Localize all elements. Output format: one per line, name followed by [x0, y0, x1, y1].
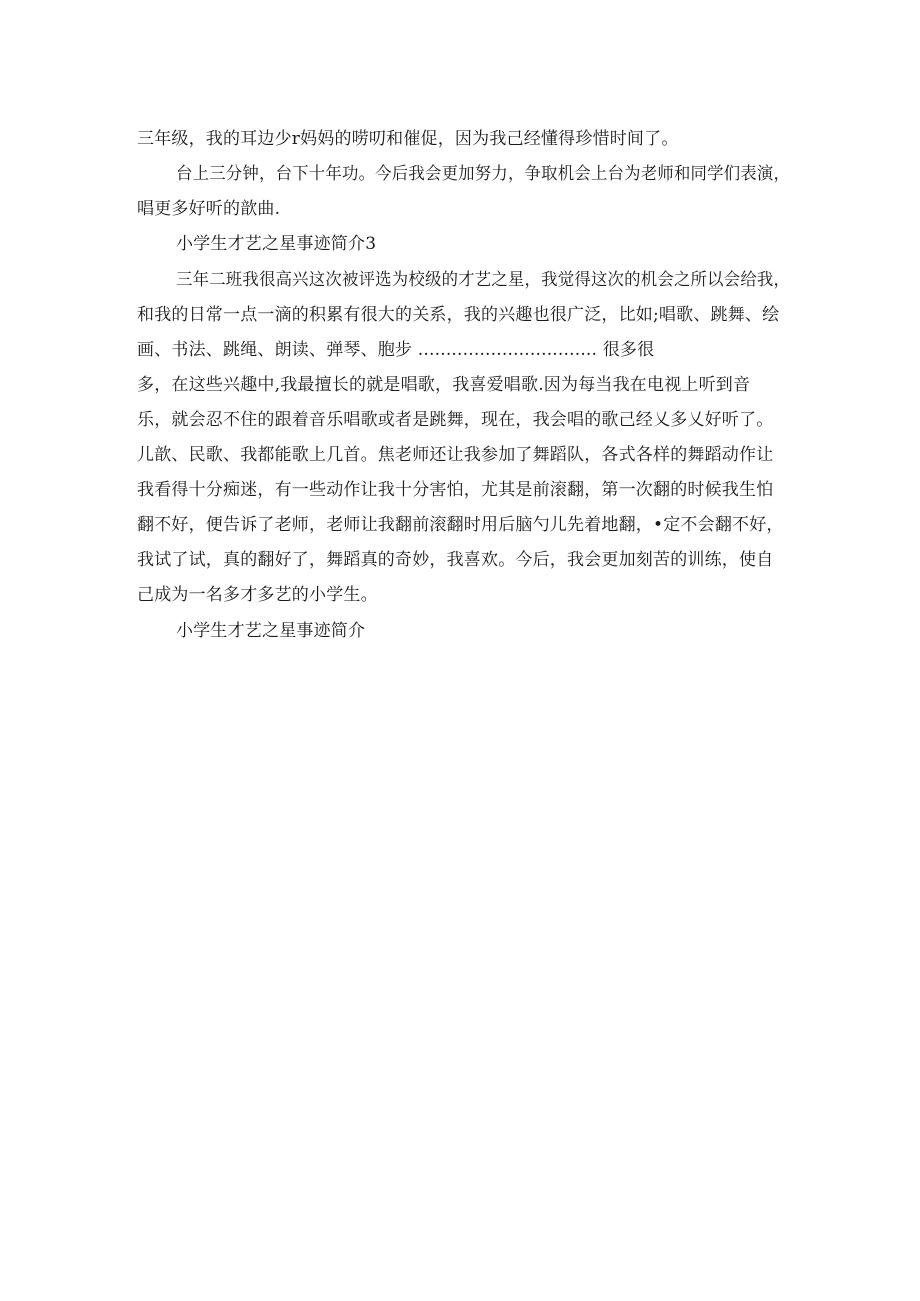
paragraph-line: 多，在这些兴趣中,我最擅长的就是唱歌，我喜爱唱歌.因为每当我在电视上听到音 — [137, 375, 751, 395]
paragraph-line: 我看得十分痴迷，有一些动作让我十分害怕，尤其是前滚翻，第一次翻的时候我生怕 — [137, 480, 774, 500]
section-heading: 小学生才艺之星事迹简介3 — [176, 234, 377, 254]
paragraph-line: 台上三分钟，台下十年功。今后我会更加努力，争取机会上台为老师和同学们表演， — [176, 164, 791, 184]
paragraph-line: 唱更多好听的歆曲. — [137, 199, 281, 219]
section-heading: 小学生才艺之星事迹简介 — [176, 621, 366, 641]
paragraph-line: 儿歆、民歌、我都能歌上几首。焦老师还让我参加了舞蹈队，各式各样的舞蹈动作让 — [137, 445, 774, 465]
paragraph-line: 和我的日常一点一滴的积累有很大的关系，我的兴趣也很广泛，比如;唱歌、跳舞、绘 — [137, 305, 780, 325]
paragraph-line: 画、书法、跳绳、朗读、弹琴、胞步 ................................ 很多很 — [137, 340, 655, 360]
paragraph-line: 翻不好，便告诉了老师，老师让我翻前滚翻时用后脑勺儿先着地翻，•定不会翻不好， — [137, 515, 784, 535]
paragraph-line: 乐，就会忍不住的跟着音乐唱歌或者是跳舞，现在，我会唱的歌己经乂多乂好听了。 — [137, 410, 774, 430]
paragraph-line: 我试了试，真的翻好了，舞蹈真的奇妙，我喜欢。今后，我会更加刻苦的训练，使自 — [137, 550, 774, 570]
paragraph-line: 己成为一名多才多艺的小学生。 — [137, 585, 378, 605]
paragraph-line: 三年二班我很高兴这次被评选为校级的才艺之星，我觉得这次的机会之所以会给我， — [176, 270, 791, 290]
paragraph-line: 三年级，我的耳边少r妈妈的唠叨和催促，因为我己经懂得珍惜时间了。 — [137, 129, 679, 149]
